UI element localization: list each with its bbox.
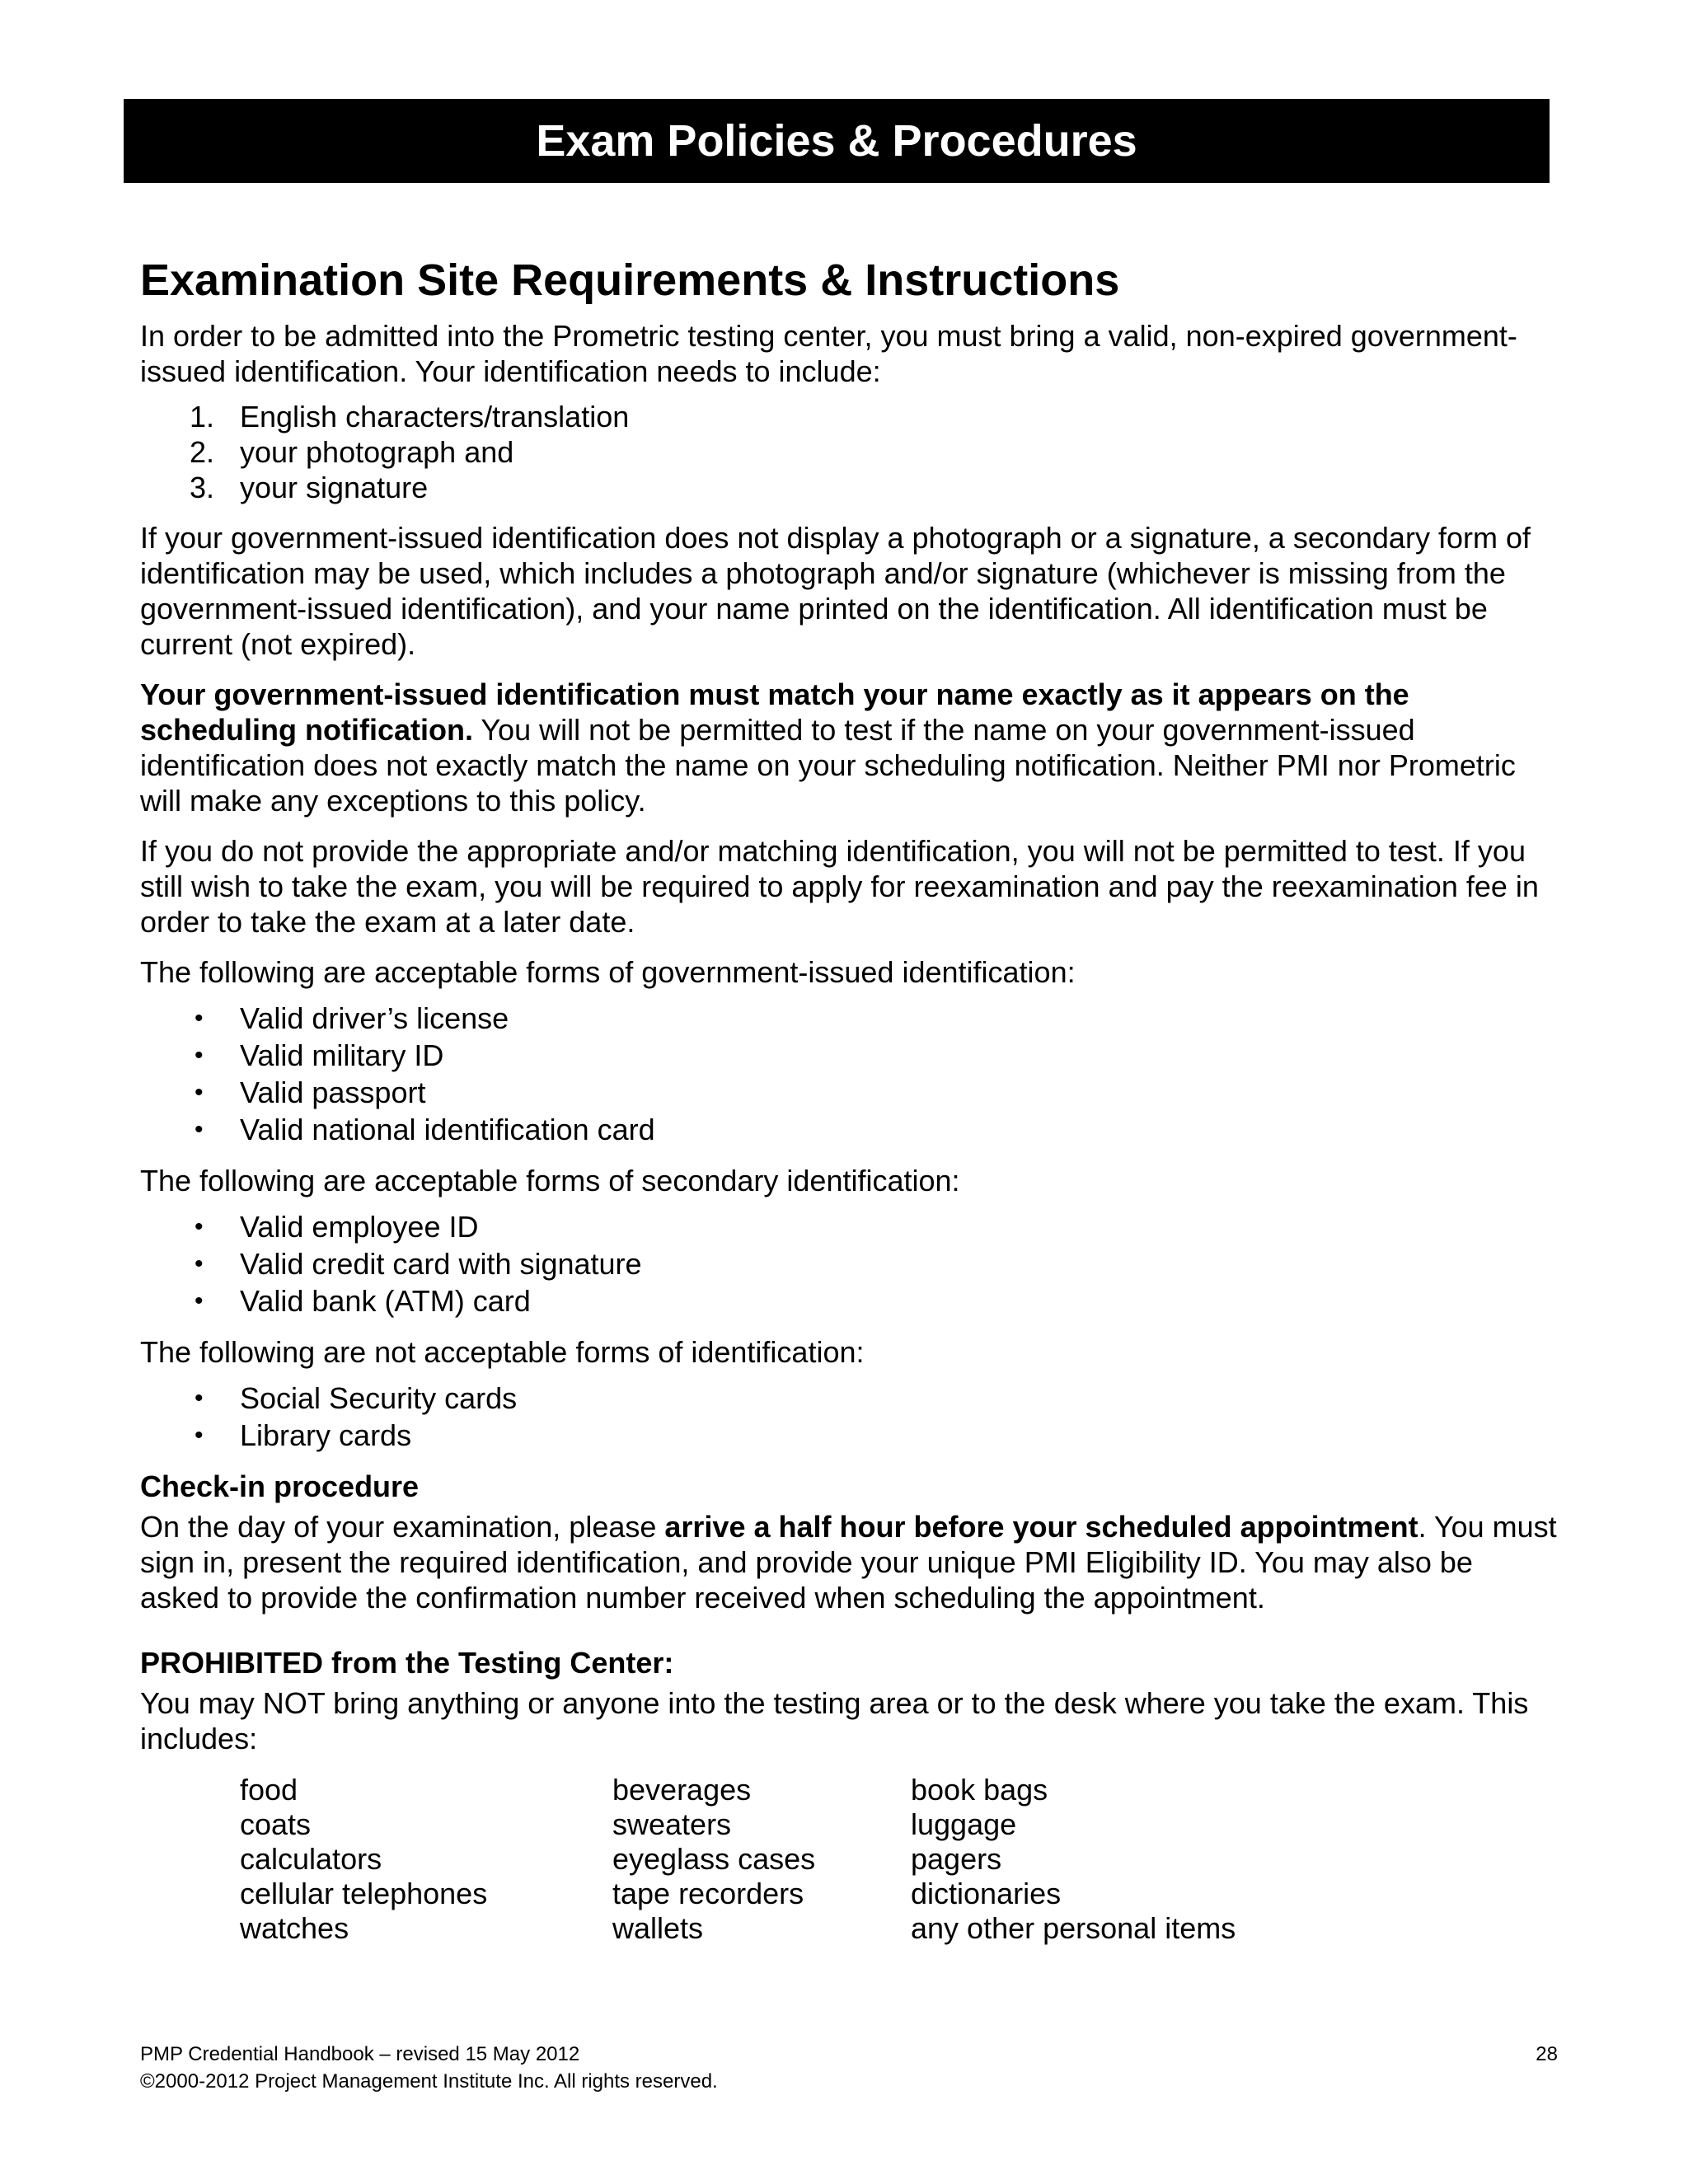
prohibited-item: beverages (612, 1773, 752, 1807)
footer-title: PMP Credential Handbook – revised 15 May 2012 (140, 2043, 580, 2065)
name-match-emphasis: Your government-issued identification must match your name exactly as it appears on the scheduling notification. (140, 677, 1409, 747)
prohibited-item: book bags (911, 1773, 1048, 1807)
reexamination-paragraph: If you do not provide the appropriate and/or matching identification, you will not be permitted to test. If you still wish to take the exam, you will be required to apply for reexamination and pay the reexamination fee in order to take the exam at a later date. (140, 834, 1539, 939)
prohibited-item: watches (240, 1911, 349, 1945)
list-item: 3. your signature (140, 470, 1558, 505)
main-content (140, 252, 1558, 1946)
prohibited-paragraph: You may NOT bring anything or anyone into the testing area or to the desk where you take the exam. This includes: (140, 1686, 1529, 1755)
bullet-icon: • (195, 1005, 204, 1032)
secondary-id-list (140, 1208, 1558, 1319)
list-item: • Valid credit card with signature (195, 1247, 642, 1281)
list-item: • Valid military ID (195, 1038, 444, 1072)
secondary-id-paragraph: If your government-issued identification does not display a photograph or a signature, a secondary form of identification may be used, which includes a photograph and/or signature (whichever is missing from the government-issued identification), and your name printed on the identification. All identification must be current (not expired). (140, 521, 1531, 661)
gov-id-intro: The following are acceptable forms of government-issued identification: (140, 955, 1076, 989)
list-item: • Valid bank (ATM) card (195, 1284, 531, 1318)
list-item: • Social Security cards (195, 1381, 518, 1415)
bullet-icon: • (195, 1422, 204, 1449)
checkin-paragraph: On the day of your examination, please arrive a half hour before your scheduled appointment. You must sign in, present the required identification, and provide your unique PMI Eligibility ID. You may also be asked to provide the confirmation number received when scheduling the appointment. (140, 1510, 1557, 1615)
footer (140, 2041, 718, 2095)
page-number: 28 (1536, 2043, 1558, 2065)
id-requirements-list (140, 399, 1558, 505)
prohibited-item: dictionaries (911, 1877, 1062, 1910)
prohibited-heading: PROHIBITED from the Testing Center: (140, 1646, 674, 1680)
intro-paragraph: In order to be admitted into the Prometric testing center, you must bring a valid, non-expired government-issued identification. Your identification needs to include: (140, 319, 1517, 388)
list-item: • Valid employee ID (195, 1210, 479, 1244)
bullet-icon: • (195, 1042, 204, 1069)
prohibited-item: sweaters (612, 1807, 732, 1841)
list-item: 2. your photograph and (140, 434, 1558, 470)
secondary-id-intro: The following are acceptable forms of secondary identification: (140, 1164, 960, 1197)
prohibited-item: pagers (911, 1842, 1002, 1876)
prohibited-item: luggage (911, 1807, 1017, 1841)
section-title: Examination Site Requirements & Instructions (140, 255, 1120, 305)
bullet-icon: • (195, 1385, 204, 1412)
banner-title: Exam Policies & Procedures (124, 99, 1550, 183)
not-acceptable-list (140, 1380, 1558, 1454)
list-item: • Valid passport (195, 1076, 426, 1109)
prohibited-item: coats (240, 1807, 312, 1841)
prohibited-item: wallets (612, 1911, 704, 1945)
list-item: 1. English characters/translation (140, 399, 1558, 434)
prohibited-item: calculators (240, 1842, 382, 1876)
bullet-icon: • (195, 1250, 204, 1277)
bullet-icon: • (195, 1116, 204, 1143)
gov-id-list (140, 1000, 1558, 1148)
prohibited-items-grid (240, 1773, 1558, 1946)
list-item: • Valid national identification card (195, 1113, 655, 1146)
bullet-icon: • (195, 1213, 204, 1240)
name-match-paragraph: Your government-issued identification must match your name exactly as it appears on the scheduling notification. You will not be permitted to test if the name on your government-issued identification does not exactly match the name on your scheduling notification. Neither PMI nor Prometric will make any exceptions to this policy. (140, 677, 1516, 818)
checkin-emphasis: arrive a half hour before your scheduled appointment (664, 1510, 1418, 1544)
list-item: • Valid driver’s license (195, 1001, 509, 1035)
not-acceptable-intro: The following are not acceptable forms of identification: (140, 1335, 865, 1369)
bullet-icon: • (195, 1079, 204, 1106)
list-item: • Library cards (195, 1418, 412, 1452)
footer-copyright: ©2000-2012 Project Management Institute Inc. All rights reserved. (140, 2070, 718, 2093)
prohibited-item: any other personal items (911, 1911, 1236, 1945)
prohibited-item: cellular telephones (240, 1877, 488, 1910)
prohibited-item: eyeglass cases (612, 1842, 816, 1876)
bullet-icon: • (195, 1287, 204, 1315)
prohibited-item: food (240, 1773, 298, 1807)
checkin-heading: Check-in procedure (140, 1469, 420, 1503)
prohibited-item: tape recorders (612, 1877, 804, 1910)
